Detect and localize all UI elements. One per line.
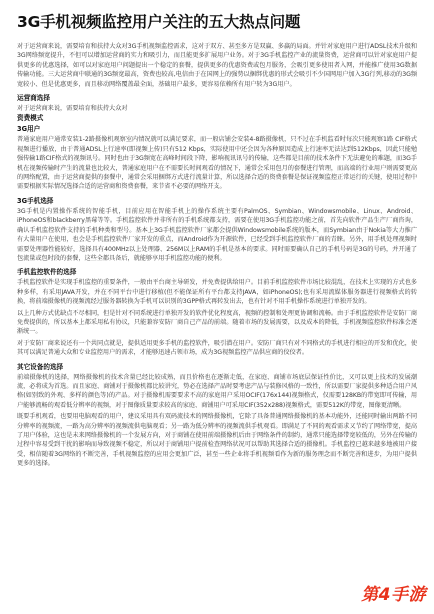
site-logo <box>352 576 426 608</box>
page-title: 3G手机视频监控用户关注的五大热点问题 <box>17 13 301 31</box>
section-heading: 手机监控软件的选择 <box>17 268 77 277</box>
section-paragraph: 既要手机观看，也要用电脑观看的用户，建议采用具有双码流技术的网络摄像机，它除了具备普通网络摄像机的基本功能外，还能同时输出两路不同分辨率的视频流，一路为高分辨率的视频流供电脑观看；另一路为低分辨率的视频流供手机观看。即满足了不同的观看需求又节约了网络带宽，提高了用户体验，这也是未来网络摄像机的一个发展方向，对于商铺在使用前端摄像机后由于网络条件的制约，通常只能选择带宽较低的，另外在传输的过程中容易受到干扰的影响而导致视频不稳定，所以对于商铺用户提前检查网络状况可以帮助其选择合适的摄像机。手机监控已越来越多地被用户接受，相信随着3G网络的不断完善，手机视频监控的应用会更加广泛，甚至一些企业将手机视频看作为新的服务理念而不断完善和进步，为用户提供更多的选择。 <box>17 413 417 468</box>
section-paragraph: 手机监控软件是实现手机监控的重要条件，一般由平台商主导研发，并免费提供给用户。目前手机监控软件市场比较混乱，在技术上实现的方式也多种多样，有采用JAVA开发，并在不同平台中进行移植(但不能保证所有平台都支持JAVA，如iPhoneOS);也有采用流媒体服务器进行视频格式的转换，将前端摄像机的视频流经过服务器转换为手机可以识别的3GPP格式再转发出去，也有针对不用手机操作系统进行单独开发的。 <box>17 279 417 306</box>
section-heading: 其它设备的选择 <box>17 362 64 371</box>
section-other <box>17 362 417 469</box>
intro-paragraph: 对于运营商来说，需要培育和扶持大众对3G手机视频监控需求，这对于双方、甚至多方是双赢、多赢的局面。并针对家庭用户进行ADSL技术升级和3G网络频宽提升，不但可以增加运营商的实力和吸引力，而且能更多扩展用户业务。对于3G手机监控产业的流量资费，运营商可以针对家庭用户提供更多的优惠选择，如可以对家庭用户问题提出一个稳定的套餐，提供更多的优惠资费或包月服务，会吸引更多使用者入网，并能推广使用3G数据传输功能。三大运营商中联通的3G频宽最高，资费也较高,电信由于在国网上的强势以捆绑优惠的形式会吸引不少国网用户加入3G行列,移动的3G频宽较小、但是优惠更多，而且移动网络覆盖最全面，基础用户最多，更容易依赖所有用户转为3G用户。 <box>17 43 417 88</box>
section-paragraph: 前端摄像机的选择，网络摄像机的技术含量已经比较成熟，而且价格也在逐渐走低，在家庭、商铺市场底层保证性价比，又可以更上技术的发展潮流，必将成为首选。而且家庭、商铺对于摄像机都比较讲究，势必在选择产品时要考虑产品与装修风格的一致性，所以需要厂家提供多种适合用户风格(如别致的外观、多样的颜色等)的产品。对于摄像机需要要求不高的家庭用户采用OCIF(176x144)视频格式，仅需要128KB的带宽即可传输，用户能够流畅的观看低分辨率的视频，对于图像质量要求较高的家庭、商铺用户可采用CIF(352x288)视频格式，需要512K的带宽，图像更清晰。 <box>17 373 417 409</box>
sub-heading: 资费模式 <box>17 114 44 123</box>
section-paragraph: 对于安防厂商来说还有一个共同点就是，提供适用更多手机的监控软件，吸引潜在用户。安防厂商只有对不同格式的手机进行相应的开发和优化，使其可以满足普通大众和专业监控用户的需求，才能够迅速占领市场，成为3G视频监控产品供应商的佼佼者。 <box>17 339 417 357</box>
section-heading: 3G手机选择 <box>17 196 54 205</box>
section-software <box>17 267 417 357</box>
section-heading: 运营商选择 <box>17 94 50 103</box>
section-paragraph: 3G手机是内置操作系统的智能手机，目前应用在智能手机上的操作系统主要有PalmOS、Symbian、Windowsmobile、Linux、Android、iPhoneOS和blackberry黑莓等等。手机监控软件并非所有的手机系统都支持，需要在使用3G手机监控功能之前，首先向软件产品生产厂商咨询，确认手机监控软件支持的手机种类和型号。基本上3G手机监控软件厂家都会提供Windowsmobile系统的版本，而Symbian由于Nokia等大力推广有大量用户在使用，也会是手机监控软件厂家开发的重点，而Android作为开源软件，已经受到手机监控软件厂商的青睐。另外，用手机处理视频时需要处理器性能较好，选择具有400MHz以上处理器、256M以上RAM的手机是基本的要求。同时需要确认自己的手机号码是3G的号码，并开通了包流量或包时段的套餐，这些全都具备后，就能够享用手机监控功能的便利。 <box>17 207 417 262</box>
section-paragraph: 对于运营商来说，需要培育和扶持大众对 <box>17 105 128 113</box>
section-operator <box>17 93 417 192</box>
section-phone <box>17 196 417 263</box>
logo-text: 第4手游 <box>361 584 426 605</box>
sub-heading: 3G用户 <box>17 125 41 134</box>
section-paragraph: 以上几种方式优缺点不尽相同，但是针对不同系统进行单独开发的软件优化程度高，视频的控制和处理更协调和流畅。由于手机监控软件是安防厂商免费提供的，所以基本上都采用私有协议，只能兼容安防厂商自己产品的前端。随着市场的发展需要，以及成本的降低，手机视频监控软件标准会逐渐统一。 <box>17 309 417 336</box>
section-paragraph: 普通家庭用户通常安装1-2路摄像机观察室内情况就可以满足要求，而一般店铺会安装4-8路摄像机，只不过在手机监看时每次只能观察1路 CIF格式视频进行播放，由于普通ADSL上行速率(即视频上传)只有512 Kbps，实际使用中还会因为各种原因造成上行速率无法达到512Kbps，因此只能勉强传输1路CIF格式的视频讯号。同时也由于3G频宽在高峰时间段下降，影响视讯讯号的传输，这些都是目前的技术条件下无法避免的难题，而3G手机在视频传输时产生的流量也比较大，普通家庭用户在不需要长时间观看的情况下，通常会采用包月的套餐进行管理，而高端的行业用户则需要更高的网络配置，由于运营商提供的套餐中，通常会采用捆绑方式进行流量计算，所以选择合适的资费套餐是保证视频监控正常运行的关键，使用过程中需要根据实际情况选择合适的运营商和资费套餐，来节省不必要的网络开支。 <box>17 136 417 191</box>
